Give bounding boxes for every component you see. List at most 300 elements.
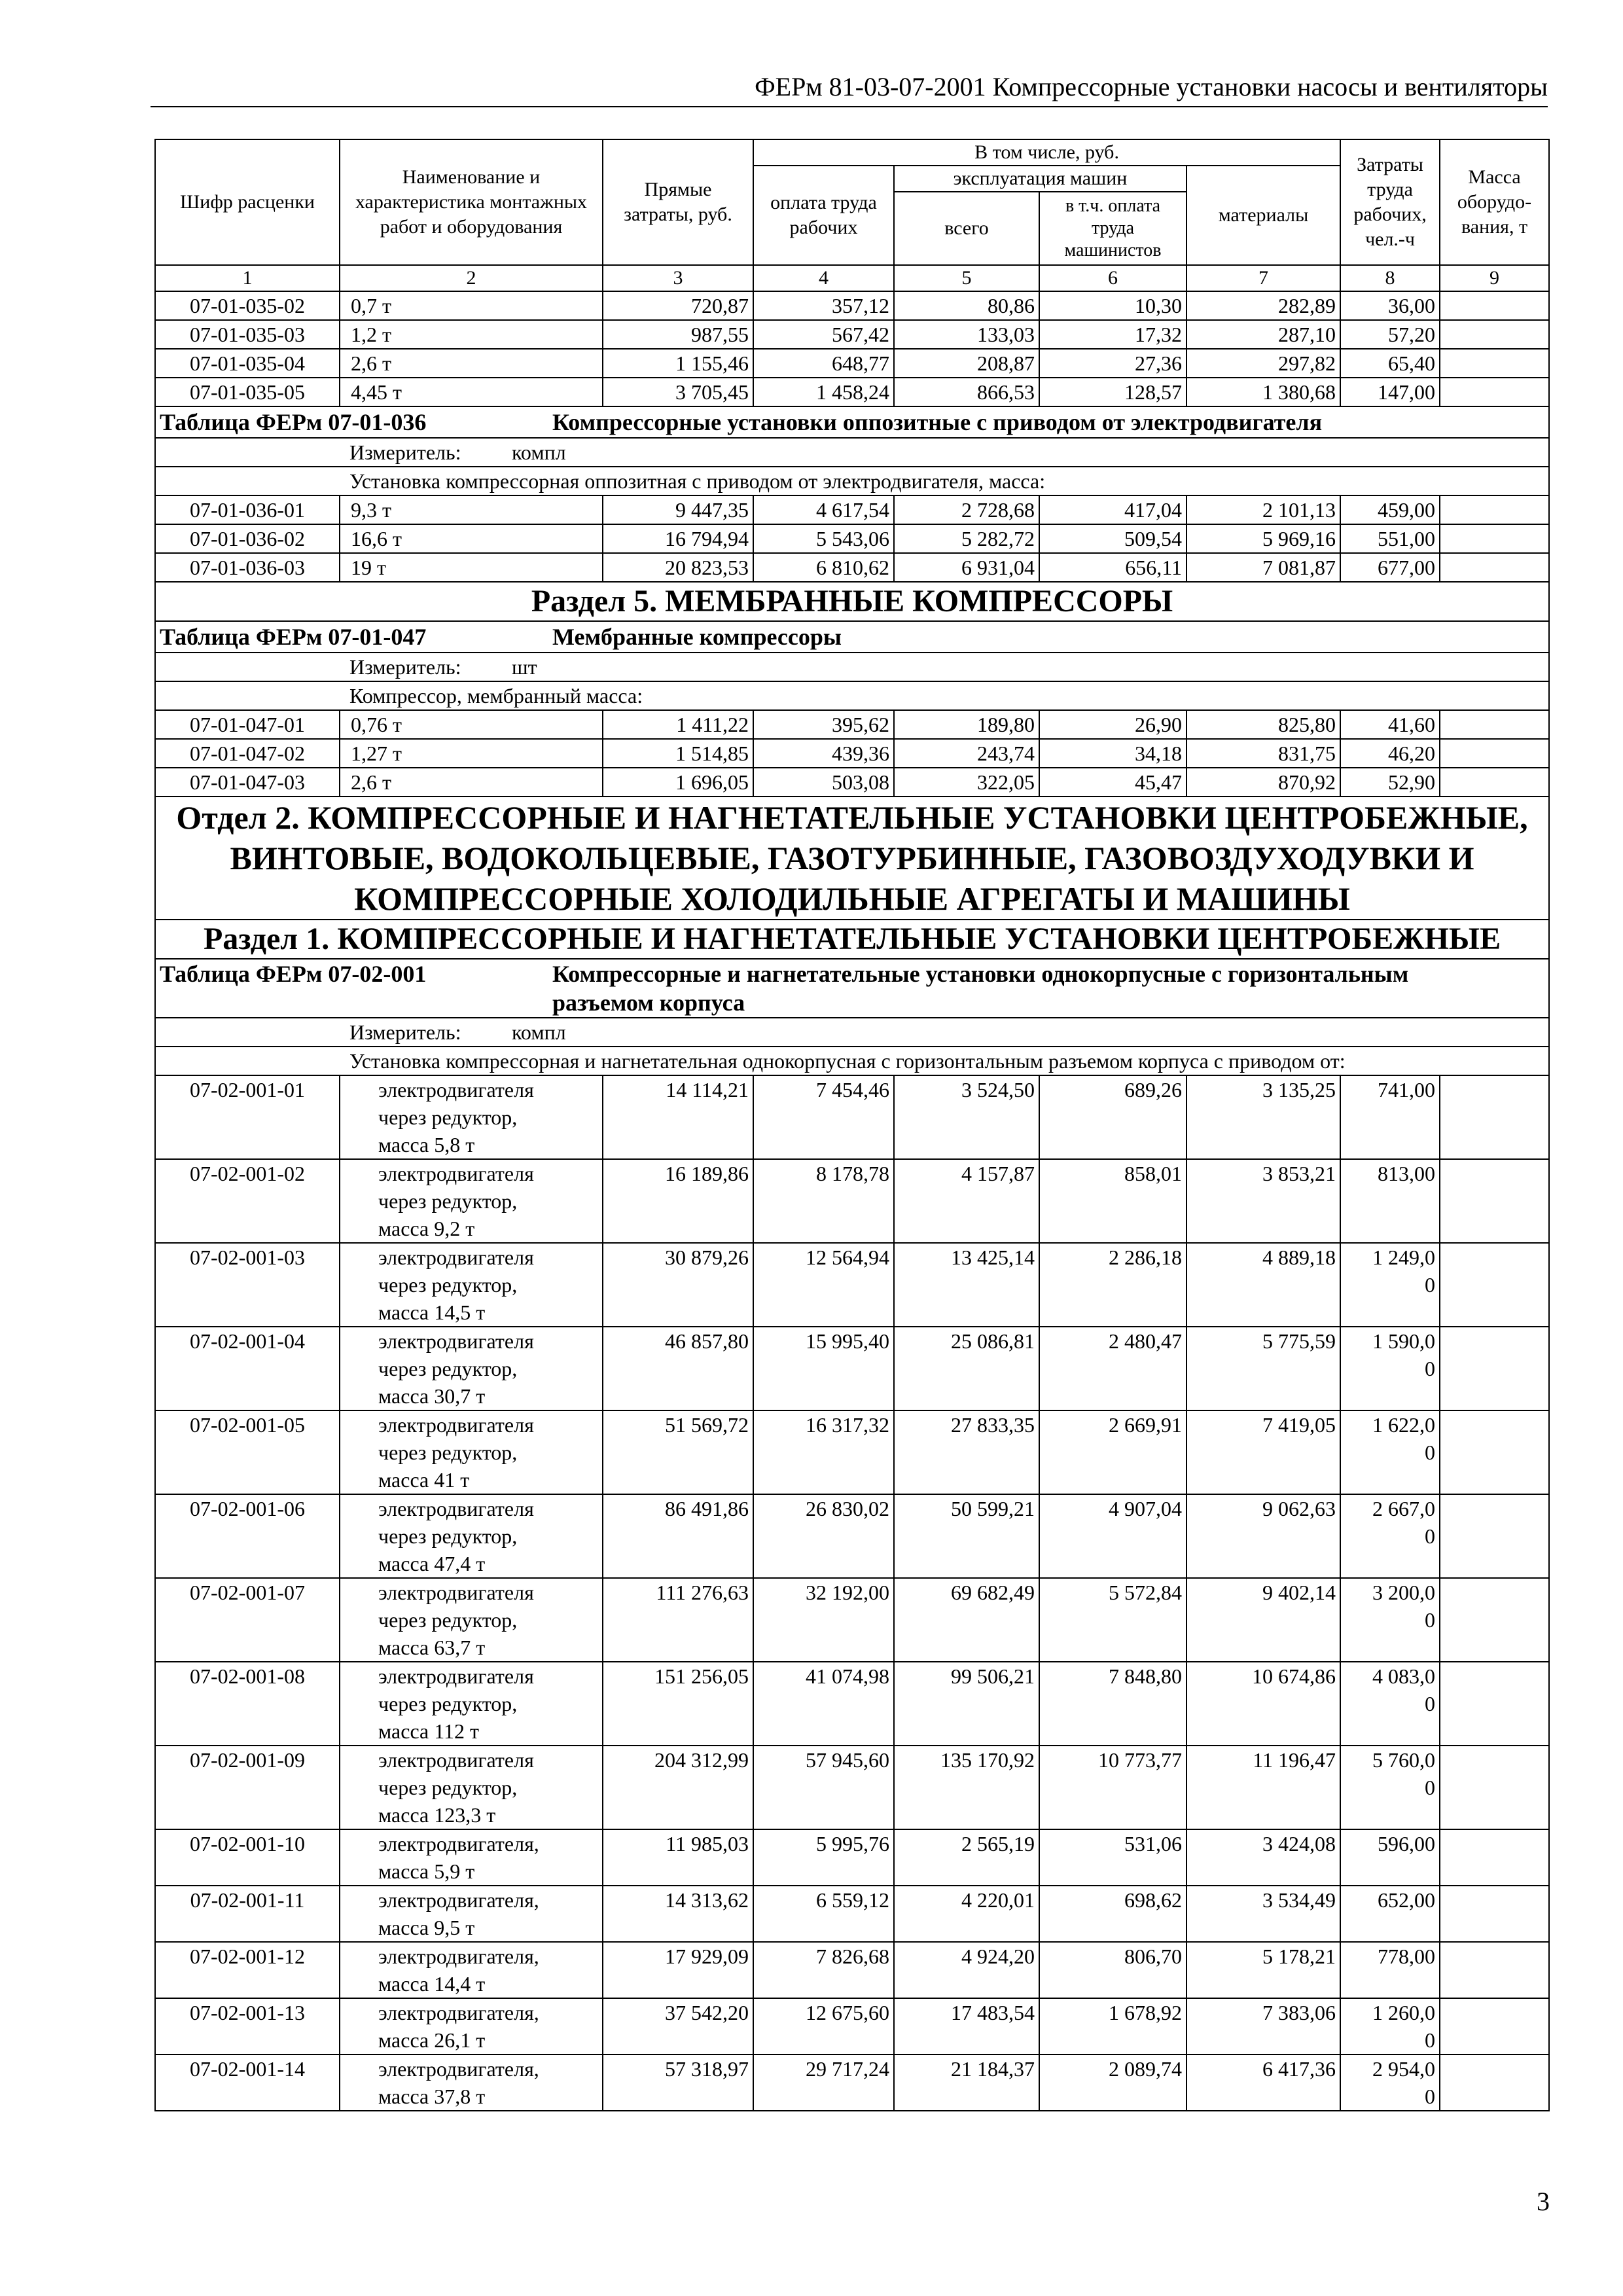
materials-cost: 870,92: [1186, 768, 1340, 797]
table-number: Таблица ФЕРм 07-02-001: [160, 961, 427, 987]
rate-code: 07-01-036-03: [155, 553, 340, 582]
col-header-wages: оплата труда рабочих: [753, 166, 894, 265]
machine-cost: 208,87: [894, 349, 1039, 378]
rate-code: 07-02-001-13: [155, 1998, 340, 2054]
operator-wages: 1 678,92: [1039, 1998, 1186, 2054]
operator-wages: 2 480,47: [1039, 1327, 1186, 1410]
machine-cost: 99 506,21: [894, 1662, 1039, 1746]
rate-code: 07-02-001-02: [155, 1159, 340, 1243]
labor-hours: 147,00: [1340, 378, 1440, 406]
operator-wages: 531,06: [1039, 1829, 1186, 1886]
materials-cost: 7 383,06: [1186, 1998, 1340, 2054]
table-heading: [155, 406, 1549, 438]
materials-cost: 3 135,25: [1186, 1075, 1340, 1159]
operator-wages: 34,18: [1039, 739, 1186, 768]
measure-label: Измеритель:: [349, 1020, 461, 1044]
materials-cost: 825,80: [1186, 710, 1340, 739]
direct-cost: 20 823,53: [603, 553, 753, 582]
machine-cost: 866,53: [894, 378, 1039, 406]
equipment-mass: [1440, 1075, 1549, 1159]
column-number: 6: [1039, 265, 1186, 291]
col-header-exploit: эксплуатация машин: [894, 166, 1186, 192]
labor-hours: 652,00: [1340, 1886, 1440, 1942]
labor-hours: 741,00: [1340, 1075, 1440, 1159]
labor-hours: 1 590,0 0: [1340, 1327, 1440, 1410]
machine-cost: 6 931,04: [894, 553, 1039, 582]
direct-cost: 1 155,46: [603, 349, 753, 378]
machine-cost: 3 524,50: [894, 1075, 1039, 1159]
machine-cost: 2 728,68: [894, 495, 1039, 524]
direct-cost: 987,55: [603, 320, 753, 349]
wages-cost: 6 810,62: [753, 553, 894, 582]
equipment-mass: [1440, 1327, 1549, 1410]
labor-hours: 677,00: [1340, 553, 1440, 582]
table-title: Компрессорные и нагнетательные установки однокорпусные с горизонтальным разъемом корпуса: [552, 961, 1409, 1016]
wages-cost: 12 564,94: [753, 1243, 894, 1327]
table-row: [155, 2054, 1549, 2111]
work-name: 16,6 т: [340, 524, 603, 553]
table-row: [155, 1942, 1549, 1998]
machine-cost: 135 170,92: [894, 1746, 1039, 1829]
table-row: [155, 320, 1549, 349]
table-heading: [155, 621, 1549, 653]
col-header-name: Наименование и характеристика монтажных работ и оборудования: [340, 139, 603, 265]
materials-cost: 9 402,14: [1186, 1578, 1340, 1662]
wages-cost: 7 454,46: [753, 1075, 894, 1159]
rate-code: 07-02-001-14: [155, 2054, 340, 2111]
operator-wages: 858,01: [1039, 1159, 1186, 1243]
equipment-mass: [1440, 739, 1549, 768]
materials-cost: 5 775,59: [1186, 1327, 1340, 1410]
work-name: 2,6 т: [340, 768, 603, 797]
rate-code: 07-02-001-05: [155, 1410, 340, 1494]
section-title: Раздел 5. МЕМБРАННЫЕ КОМПРЕССОРЫ: [155, 582, 1549, 621]
direct-cost: 1 514,85: [603, 739, 753, 768]
wages-cost: 32 192,00: [753, 1578, 894, 1662]
work-name: 9,3 т: [340, 495, 603, 524]
operator-wages: 128,57: [1039, 378, 1186, 406]
rate-code: 07-02-001-09: [155, 1746, 340, 1829]
equipment-mass: [1440, 553, 1549, 582]
rate-code: 07-02-001-01: [155, 1075, 340, 1159]
operator-wages: 4 907,04: [1039, 1494, 1186, 1578]
column-number: 1: [155, 265, 340, 291]
equipment-mass: [1440, 291, 1549, 320]
table-row: [155, 291, 1549, 320]
direct-cost: 86 491,86: [603, 1494, 753, 1578]
rate-code: 07-02-001-07: [155, 1578, 340, 1662]
wages-cost: 6 559,12: [753, 1886, 894, 1942]
rate-code: 07-01-035-03: [155, 320, 340, 349]
work-name: электродвигателя, масса 14,4 т: [340, 1942, 603, 1998]
table-row: [155, 1410, 1549, 1494]
equipment-mass: [1440, 320, 1549, 349]
operator-wages: 509,54: [1039, 524, 1186, 553]
materials-cost: 3 534,49: [1186, 1886, 1340, 1942]
rates-table: [154, 139, 1550, 2111]
rate-code: 07-01-047-03: [155, 768, 340, 797]
machine-cost: 69 682,49: [894, 1578, 1039, 1662]
equipment-mass: [1440, 349, 1549, 378]
materials-cost: 287,10: [1186, 320, 1340, 349]
equipment-mass: [1440, 1410, 1549, 1494]
col-header-incl-wages: в т.ч. оплата труда машинистов: [1039, 192, 1186, 265]
table-row: [155, 710, 1549, 739]
wages-cost: 439,36: [753, 739, 894, 768]
direct-cost: 14 313,62: [603, 1886, 753, 1942]
operator-wages: 2 286,18: [1039, 1243, 1186, 1327]
rate-code: 07-02-001-04: [155, 1327, 340, 1410]
work-name: 19 т: [340, 553, 603, 582]
rate-code: 07-02-001-03: [155, 1243, 340, 1327]
rate-code: 07-01-047-01: [155, 710, 340, 739]
direct-cost: 11 985,03: [603, 1829, 753, 1886]
measure-unit: [155, 1018, 1549, 1047]
work-name: 0,76 т: [340, 710, 603, 739]
materials-cost: 1 380,68: [1186, 378, 1340, 406]
wages-cost: 57 945,60: [753, 1746, 894, 1829]
measure-value: компл: [512, 440, 566, 464]
direct-cost: 3 705,45: [603, 378, 753, 406]
labor-hours: 36,00: [1340, 291, 1440, 320]
equipment-mass: [1440, 1662, 1549, 1746]
direct-cost: 111 276,63: [603, 1578, 753, 1662]
labor-hours: 551,00: [1340, 524, 1440, 553]
measure-value: компл: [512, 1020, 566, 1044]
col-header-direct: Прямые затраты, руб.: [603, 139, 753, 265]
machine-cost: 322,05: [894, 768, 1039, 797]
table-title: Мембранные компрессоры: [552, 624, 842, 650]
rate-code: 07-01-036-01: [155, 495, 340, 524]
rate-code: 07-01-036-02: [155, 524, 340, 553]
equipment-mass: [1440, 495, 1549, 524]
materials-cost: 7 081,87: [1186, 553, 1340, 582]
table-row: [155, 553, 1549, 582]
install-row: [155, 467, 1549, 495]
install-description: Установка компрессорная и нагнетательная однокорпусная с горизонтальным разъемом корпуса с приводом от:: [155, 1047, 1549, 1075]
table-row: [155, 1075, 1549, 1159]
department-title: Отдел 2. КОМПРЕССОРНЫЕ И НАГНЕТАТЕЛЬНЫЕ УСТАНОВКИ ЦЕНТРОБЕЖНЫЕ, ВИНТОВЫЕ, ВОДОКОЛЬЦЕВЫЕ, ГАЗОТУРБИННЫЕ, ГАЗОВОЗДУХОДУВКИ И КОМПРЕССОРНЫЕ ХОЛОДИЛЬНЫЕ АГРЕГАТЫ И МАШИНЫ: [155, 797, 1549, 920]
column-number: 3: [603, 265, 753, 291]
materials-cost: 11 196,47: [1186, 1746, 1340, 1829]
table-number: Таблица ФЕРм 07-01-047: [160, 624, 427, 650]
wages-cost: 41 074,98: [753, 1662, 894, 1746]
install-row: [155, 681, 1549, 710]
rate-code: 07-02-001-11: [155, 1886, 340, 1942]
wages-cost: 567,42: [753, 320, 894, 349]
measure-row: [155, 438, 1549, 467]
direct-cost: 1 696,05: [603, 768, 753, 797]
section-title: Раздел 1. КОМПРЕССОРНЫЕ И НАГНЕТАТЕЛЬНЫЕ УСТАНОВКИ ЦЕНТРОБЕЖНЫЕ: [155, 920, 1549, 959]
measure-row: [155, 653, 1549, 681]
direct-cost: 204 312,99: [603, 1746, 753, 1829]
rate-code: 07-01-047-02: [155, 739, 340, 768]
operator-wages: 45,47: [1039, 768, 1186, 797]
materials-cost: 5 969,16: [1186, 524, 1340, 553]
materials-cost: 5 178,21: [1186, 1942, 1340, 1998]
equipment-mass: [1440, 1159, 1549, 1243]
col-header-labor: Затраты труда рабочих, чел.-ч: [1340, 139, 1440, 265]
wages-cost: 503,08: [753, 768, 894, 797]
table-heading-row: [155, 959, 1549, 1018]
operator-wages: 27,36: [1039, 349, 1186, 378]
equipment-mass: [1440, 1998, 1549, 2054]
work-name: электродвигателя, масса 37,8 т: [340, 2054, 603, 2111]
work-name: 2,6 т: [340, 349, 603, 378]
install-description: Установка компрессорная оппозитная с приводом от электродвигателя, масса:: [155, 467, 1549, 495]
direct-cost: 17 929,09: [603, 1942, 753, 1998]
operator-wages: 2 669,91: [1039, 1410, 1186, 1494]
rate-code: 07-01-035-02: [155, 291, 340, 320]
direct-cost: 37 542,20: [603, 1998, 753, 2054]
materials-cost: 9 062,63: [1186, 1494, 1340, 1578]
labor-hours: 2 954,0 0: [1340, 2054, 1440, 2111]
machine-cost: 189,80: [894, 710, 1039, 739]
labor-hours: 596,00: [1340, 1829, 1440, 1886]
work-name: электродвигателя через редуктор, масса 14,5 т: [340, 1243, 603, 1327]
equipment-mass: [1440, 710, 1549, 739]
col-header-code: Шифр расценки: [155, 139, 340, 265]
rate-code: 07-01-035-04: [155, 349, 340, 378]
measure-row: [155, 1018, 1549, 1047]
direct-cost: 46 857,80: [603, 1327, 753, 1410]
column-number: 7: [1186, 265, 1340, 291]
direct-cost: 14 114,21: [603, 1075, 753, 1159]
direct-cost: 151 256,05: [603, 1662, 753, 1746]
operator-wages: 417,04: [1039, 495, 1186, 524]
operator-wages: 698,62: [1039, 1886, 1186, 1942]
table-row: [155, 1159, 1549, 1243]
equipment-mass: [1440, 768, 1549, 797]
section-title-row: [155, 582, 1549, 621]
operator-wages: 689,26: [1039, 1075, 1186, 1159]
work-name: электродвигателя, масса 5,9 т: [340, 1829, 603, 1886]
column-number: 4: [753, 265, 894, 291]
machine-cost: 5 282,72: [894, 524, 1039, 553]
table-row: [155, 1998, 1549, 2054]
direct-cost: 1 411,22: [603, 710, 753, 739]
col-header-materials: материалы: [1186, 166, 1340, 265]
operator-wages: 10,30: [1039, 291, 1186, 320]
table-title: Компрессорные установки оппозитные с приводом от электродвигателя: [552, 409, 1323, 435]
equipment-mass: [1440, 1829, 1549, 1886]
machine-cost: 133,03: [894, 320, 1039, 349]
wages-cost: 15 995,40: [753, 1327, 894, 1410]
table-number: Таблица ФЕРм 07-01-036: [160, 409, 427, 435]
labor-hours: 3 200,0 0: [1340, 1578, 1440, 1662]
materials-cost: 10 674,86: [1186, 1662, 1340, 1746]
wages-cost: 7 826,68: [753, 1942, 894, 1998]
equipment-mass: [1440, 1886, 1549, 1942]
table-row: [155, 1243, 1549, 1327]
operator-wages: 7 848,80: [1039, 1662, 1186, 1746]
measure-label: Измеритель:: [349, 440, 461, 464]
operator-wages: 10 773,77: [1039, 1746, 1186, 1829]
work-name: электродвигателя через редуктор, масса 123,3 т: [340, 1746, 603, 1829]
work-name: электродвигателя, масса 9,5 т: [340, 1886, 603, 1942]
machine-cost: 21 184,37: [894, 2054, 1039, 2111]
work-name: электродвигателя через редуктор, масса 5,8 т: [340, 1075, 603, 1159]
labor-hours: 2 667,0 0: [1340, 1494, 1440, 1578]
direct-cost: 51 569,72: [603, 1410, 753, 1494]
machine-cost: 50 599,21: [894, 1494, 1039, 1578]
labor-hours: 1 622,0 0: [1340, 1410, 1440, 1494]
labor-hours: 459,00: [1340, 495, 1440, 524]
table-row: [155, 1494, 1549, 1578]
page-number: 3: [1537, 2187, 1550, 2216]
work-name: 1,27 т: [340, 739, 603, 768]
equipment-mass: [1440, 1578, 1549, 1662]
operator-wages: 26,90: [1039, 710, 1186, 739]
machine-cost: 4 924,20: [894, 1942, 1039, 1998]
wages-cost: 357,12: [753, 291, 894, 320]
table-row: [155, 524, 1549, 553]
section-title-row: [155, 920, 1549, 959]
table-row: [155, 378, 1549, 406]
work-name: 1,2 т: [340, 320, 603, 349]
labor-hours: 778,00: [1340, 1942, 1440, 1998]
rate-code: 07-02-001-08: [155, 1662, 340, 1746]
operator-wages: 17,32: [1039, 320, 1186, 349]
direct-cost: 16 189,86: [603, 1159, 753, 1243]
labor-hours: 41,60: [1340, 710, 1440, 739]
work-name: электродвигателя через редуктор, масса 41 т: [340, 1410, 603, 1494]
labor-hours: 52,90: [1340, 768, 1440, 797]
work-name: 0,7 т: [340, 291, 603, 320]
column-number: 9: [1440, 265, 1549, 291]
wages-cost: 5 543,06: [753, 524, 894, 553]
direct-cost: 30 879,26: [603, 1243, 753, 1327]
wages-cost: 4 617,54: [753, 495, 894, 524]
direct-cost: 16 794,94: [603, 524, 753, 553]
labor-hours: 57,20: [1340, 320, 1440, 349]
install-description: Компрессор, мембранный масса:: [155, 681, 1549, 710]
column-number: 5: [894, 265, 1039, 291]
table-heading: [155, 959, 1549, 1018]
materials-cost: 3 853,21: [1186, 1159, 1340, 1243]
labor-hours: 1 249,0 0: [1340, 1243, 1440, 1327]
rate-code: 07-02-001-06: [155, 1494, 340, 1578]
operator-wages: 806,70: [1039, 1942, 1186, 1998]
col-header-mass: Масса оборудо-вания, т: [1440, 139, 1549, 265]
work-name: электродвигателя, масса 26,1 т: [340, 1998, 603, 2054]
table-row: [155, 1886, 1549, 1942]
table-heading-row: [155, 406, 1549, 438]
labor-hours: 46,20: [1340, 739, 1440, 768]
wages-cost: 395,62: [753, 710, 894, 739]
table-heading-row: [155, 621, 1549, 653]
work-name: электродвигателя через редуктор, масса 112 т: [340, 1662, 603, 1746]
materials-cost: 282,89: [1186, 291, 1340, 320]
col-header-incl: В том числе, руб.: [753, 139, 1340, 166]
labor-hours: 65,40: [1340, 349, 1440, 378]
install-row: [155, 1047, 1549, 1075]
wages-cost: 16 317,32: [753, 1410, 894, 1494]
col-header-total: всего: [894, 192, 1039, 265]
direct-cost: 57 318,97: [603, 2054, 753, 2111]
labor-hours: 813,00: [1340, 1159, 1440, 1243]
equipment-mass: [1440, 1746, 1549, 1829]
equipment-mass: [1440, 1942, 1549, 1998]
work-name: электродвигателя через редуктор, масса 9,2 т: [340, 1159, 603, 1243]
table-row: [155, 768, 1549, 797]
equipment-mass: [1440, 378, 1549, 406]
operator-wages: 5 572,84: [1039, 1578, 1186, 1662]
wages-cost: 1 458,24: [753, 378, 894, 406]
wages-cost: 26 830,02: [753, 1494, 894, 1578]
work-name: 4,45 т: [340, 378, 603, 406]
machine-cost: 243,74: [894, 739, 1039, 768]
table-row: [155, 1746, 1549, 1829]
machine-cost: 4 157,87: [894, 1159, 1039, 1243]
equipment-mass: [1440, 2054, 1549, 2111]
table-row: [155, 1829, 1549, 1886]
table-row: [155, 1578, 1549, 1662]
materials-cost: 2 101,13: [1186, 495, 1340, 524]
column-numbers-row: [155, 265, 1549, 291]
wages-cost: 8 178,78: [753, 1159, 894, 1243]
table-row: [155, 349, 1549, 378]
machine-cost: 27 833,35: [894, 1410, 1039, 1494]
wages-cost: 29 717,24: [753, 2054, 894, 2111]
equipment-mass: [1440, 524, 1549, 553]
materials-cost: 6 417,36: [1186, 2054, 1340, 2111]
machine-cost: 2 565,19: [894, 1829, 1039, 1886]
column-number: 2: [340, 265, 603, 291]
work-name: электродвигателя через редуктор, масса 30,7 т: [340, 1327, 603, 1410]
direct-cost: 9 447,35: [603, 495, 753, 524]
table-row: [155, 1662, 1549, 1746]
labor-hours: 1 260,0 0: [1340, 1998, 1440, 2054]
materials-cost: 4 889,18: [1186, 1243, 1340, 1327]
rate-code: 07-01-035-05: [155, 378, 340, 406]
measure-unit: [155, 653, 1549, 681]
machine-cost: 13 425,14: [894, 1243, 1039, 1327]
rate-code: 07-02-001-10: [155, 1829, 340, 1886]
column-number: 8: [1340, 265, 1440, 291]
work-name: электродвигателя через редуктор, масса 63,7 т: [340, 1578, 603, 1662]
equipment-mass: [1440, 1494, 1549, 1578]
machine-cost: 4 220,01: [894, 1886, 1039, 1942]
rate-code: 07-02-001-12: [155, 1942, 340, 1998]
materials-cost: 297,82: [1186, 349, 1340, 378]
materials-cost: 7 419,05: [1186, 1410, 1340, 1494]
measure-unit: [155, 438, 1549, 467]
wages-cost: 12 675,60: [753, 1998, 894, 2054]
wages-cost: 5 995,76: [753, 1829, 894, 1886]
table-row: [155, 739, 1549, 768]
page-header: ФЕРм 81-03-07-2001 Компрессорные установки насосы и вентиляторы: [151, 71, 1548, 107]
table-row: [155, 495, 1549, 524]
department-title-row: [155, 797, 1549, 920]
operator-wages: 2 089,74: [1039, 2054, 1186, 2111]
labor-hours: 4 083,0 0: [1340, 1662, 1440, 1746]
table-row: [155, 1327, 1549, 1410]
labor-hours: 5 760,0 0: [1340, 1746, 1440, 1829]
materials-cost: 831,75: [1186, 739, 1340, 768]
direct-cost: 720,87: [603, 291, 753, 320]
machine-cost: 17 483,54: [894, 1998, 1039, 2054]
machine-cost: 25 086,81: [894, 1327, 1039, 1410]
operator-wages: 656,11: [1039, 553, 1186, 582]
work-name: электродвигателя через редуктор, масса 47,4 т: [340, 1494, 603, 1578]
measure-value: шт: [512, 655, 537, 679]
equipment-mass: [1440, 1243, 1549, 1327]
machine-cost: 80,86: [894, 291, 1039, 320]
materials-cost: 3 424,08: [1186, 1829, 1340, 1886]
wages-cost: 648,77: [753, 349, 894, 378]
measure-label: Измеритель:: [349, 655, 461, 679]
